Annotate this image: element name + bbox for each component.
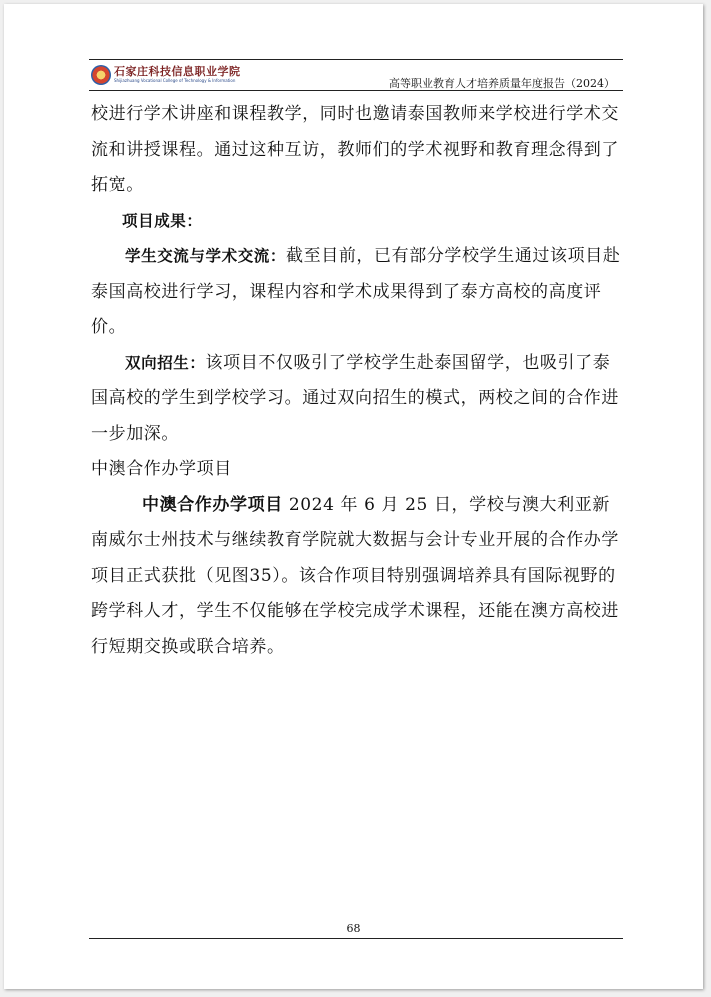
paragraph-lead: 学生交流与学术交流： — [125, 247, 287, 265]
footer-rule — [89, 938, 623, 939]
paragraph-1: 校进行学术讲座和课程教学，同时也邀请泰国教师来学校进行学术交流和讲授课程。通过这种互访，教师们的学术视野和教育理念得到了拓宽。 — [91, 104, 619, 195]
college-emblem-icon — [91, 65, 111, 85]
header-title: 高等职业教育人才培养质量年度报告（2024） — [389, 77, 615, 90]
logo-text: 石家庄科技信息职业学院 — [114, 65, 241, 78]
body-text — [91, 97, 625, 665]
paragraph-two-way-enrollment — [91, 346, 625, 453]
logo-subtext: Shijiazhuang Vocational College of Technology & Information — [114, 78, 236, 83]
section-heading-results: 项目成果： — [122, 211, 203, 230]
section-heading-sino-australia: 中澳合作办学项目 — [91, 459, 232, 479]
paragraph-text: 2024 年 6 月 25 日，学校与澳大利亚新南威尔士州技术与继续教育学院就大数据与会计专业开展的合作办学项目正式获批（见图35）。该合作项目特别强调培养具有国际视野的跨学科人才，学生不仅能够在学校完成学术课程，还能在澳方高校进行短期交换或联合培养。 — [91, 494, 619, 657]
college-logo — [91, 62, 241, 87]
header-top-rule — [89, 59, 623, 60]
page-number: 68 — [346, 922, 361, 935]
header-bottom-rule — [89, 90, 623, 91]
paragraph-text: 截至目前，已有部分学校学生通过该项目赴泰国高校进行学习，课程内容和学术成果得到了泰方高校的高度评价。 — [91, 246, 621, 337]
paragraph-lead: 双向招生： — [125, 353, 206, 372]
paragraph-sino-australia — [91, 488, 625, 666]
paragraph-lead: 中澳合作办学项目 — [142, 494, 283, 515]
paragraph-text: 该项目不仅吸引了学校学生赴泰国留学，也吸引了泰国高校的学生到学校学习。通过双向招生的模式，两校之间的合作进一步加深。 — [91, 352, 619, 444]
paragraph-student-exchange — [91, 239, 625, 346]
document-page — [4, 4, 703, 989]
